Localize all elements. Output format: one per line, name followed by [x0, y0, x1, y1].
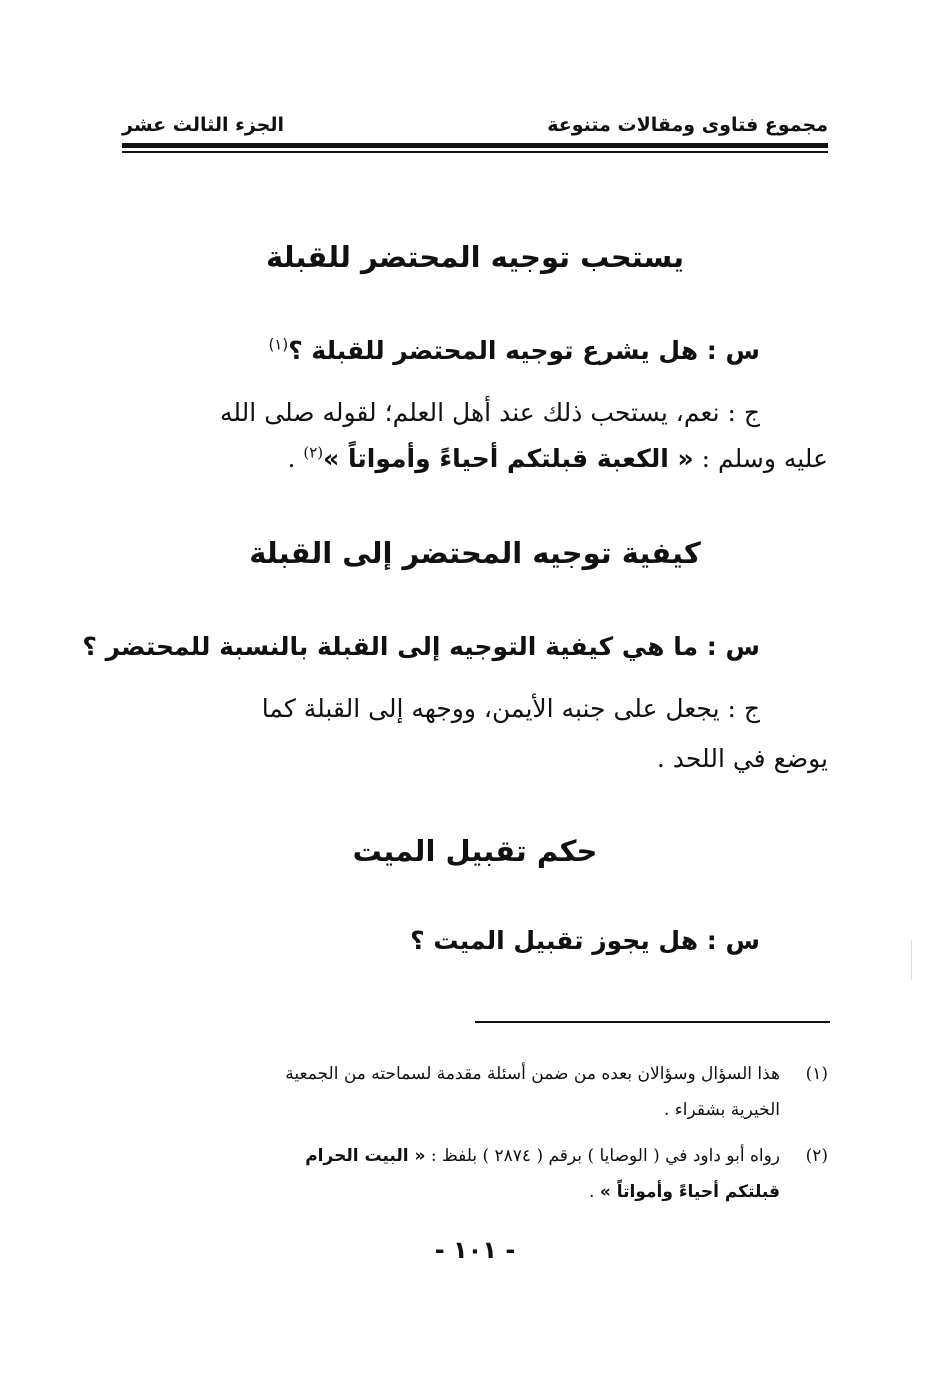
footnote-text: هذا السؤال وسؤالان بعده من ضمن أسئلة مقدمة لسماحته من الجمعية [285, 1064, 780, 1084]
answer-prefix: ج : [727, 694, 760, 723]
answer-2-line-2: يوضع في اللحد . [656, 744, 828, 773]
question-text: هل يشرع توجيه المحتضر للقبلة ؟ [288, 336, 699, 365]
footnote-quote-end: قبلتكم أحياءً وأمواتاً » [599, 1182, 780, 1202]
answer-2-line-1 [262, 694, 760, 723]
question-3 [410, 926, 760, 955]
answer-1-line-1 [220, 398, 760, 427]
footnote-quote-start: « البيت الحرام [305, 1146, 426, 1166]
question-prefix: س : [706, 926, 760, 955]
running-header [122, 110, 828, 140]
page-number: - ١٠١ - [434, 1236, 516, 1264]
answer-text: نعم، يستحب ذلك عند أهل العلم؛ لقوله صلى الله [220, 398, 720, 427]
question-text: هل يجوز تقبيل الميت ؟ [410, 926, 699, 955]
answer-text: يجعل على جنبه الأيمن، ووجهه إلى القبلة كما [261, 694, 720, 723]
book-title: مجموع فتاوى ومقالات متنوعة [547, 114, 828, 136]
answer-1-line-2 [287, 444, 828, 473]
answer-prefix: ج : [727, 398, 760, 427]
footnote-number: (٢) [805, 1146, 828, 1166]
footnote-2-line-2 [589, 1182, 780, 1202]
footnote-1-line-2: الخيرية بشقراء . [663, 1100, 780, 1120]
footnote-end: . [589, 1182, 595, 1202]
answer-text-start: عليه وسلم : [701, 444, 828, 473]
question-2 [82, 632, 760, 661]
footnote-separator [475, 1021, 830, 1023]
section-title-2: كيفية توجيه المحتضر إلى القبلة [249, 536, 701, 570]
footnote-ref-1: (١) [268, 335, 289, 354]
answer-end: . [287, 444, 296, 473]
volume-label: الجزء الثالث عشر [122, 114, 285, 136]
footnote-text [305, 1146, 780, 1166]
question-prefix: س : [706, 336, 760, 365]
footnote-ref-2: (٢) [303, 443, 324, 462]
question-prefix: س : [706, 632, 760, 661]
footnote-text-start: رواه أبو داود في ( الوصايا ) برقم ( ٢٨٧٤ ) بلفظ : [430, 1146, 780, 1166]
question-text: ما هي كيفية التوجيه إلى القبلة بالنسبة للمحتضر ؟ [82, 632, 699, 661]
header-rule-thin [122, 151, 828, 153]
section-title-1: يستحب توجيه المحتضر للقبلة [265, 240, 684, 274]
hadith-quote: « الكعبة قبلتكم أحياءً وأمواتاً » [323, 444, 694, 473]
header-rule-thick [122, 143, 828, 148]
question-1 [268, 336, 760, 365]
section-title-3: حكم تقبيل الميت [352, 834, 598, 868]
scan-artifact [911, 940, 912, 980]
footnote-number: (١) [805, 1064, 828, 1084]
